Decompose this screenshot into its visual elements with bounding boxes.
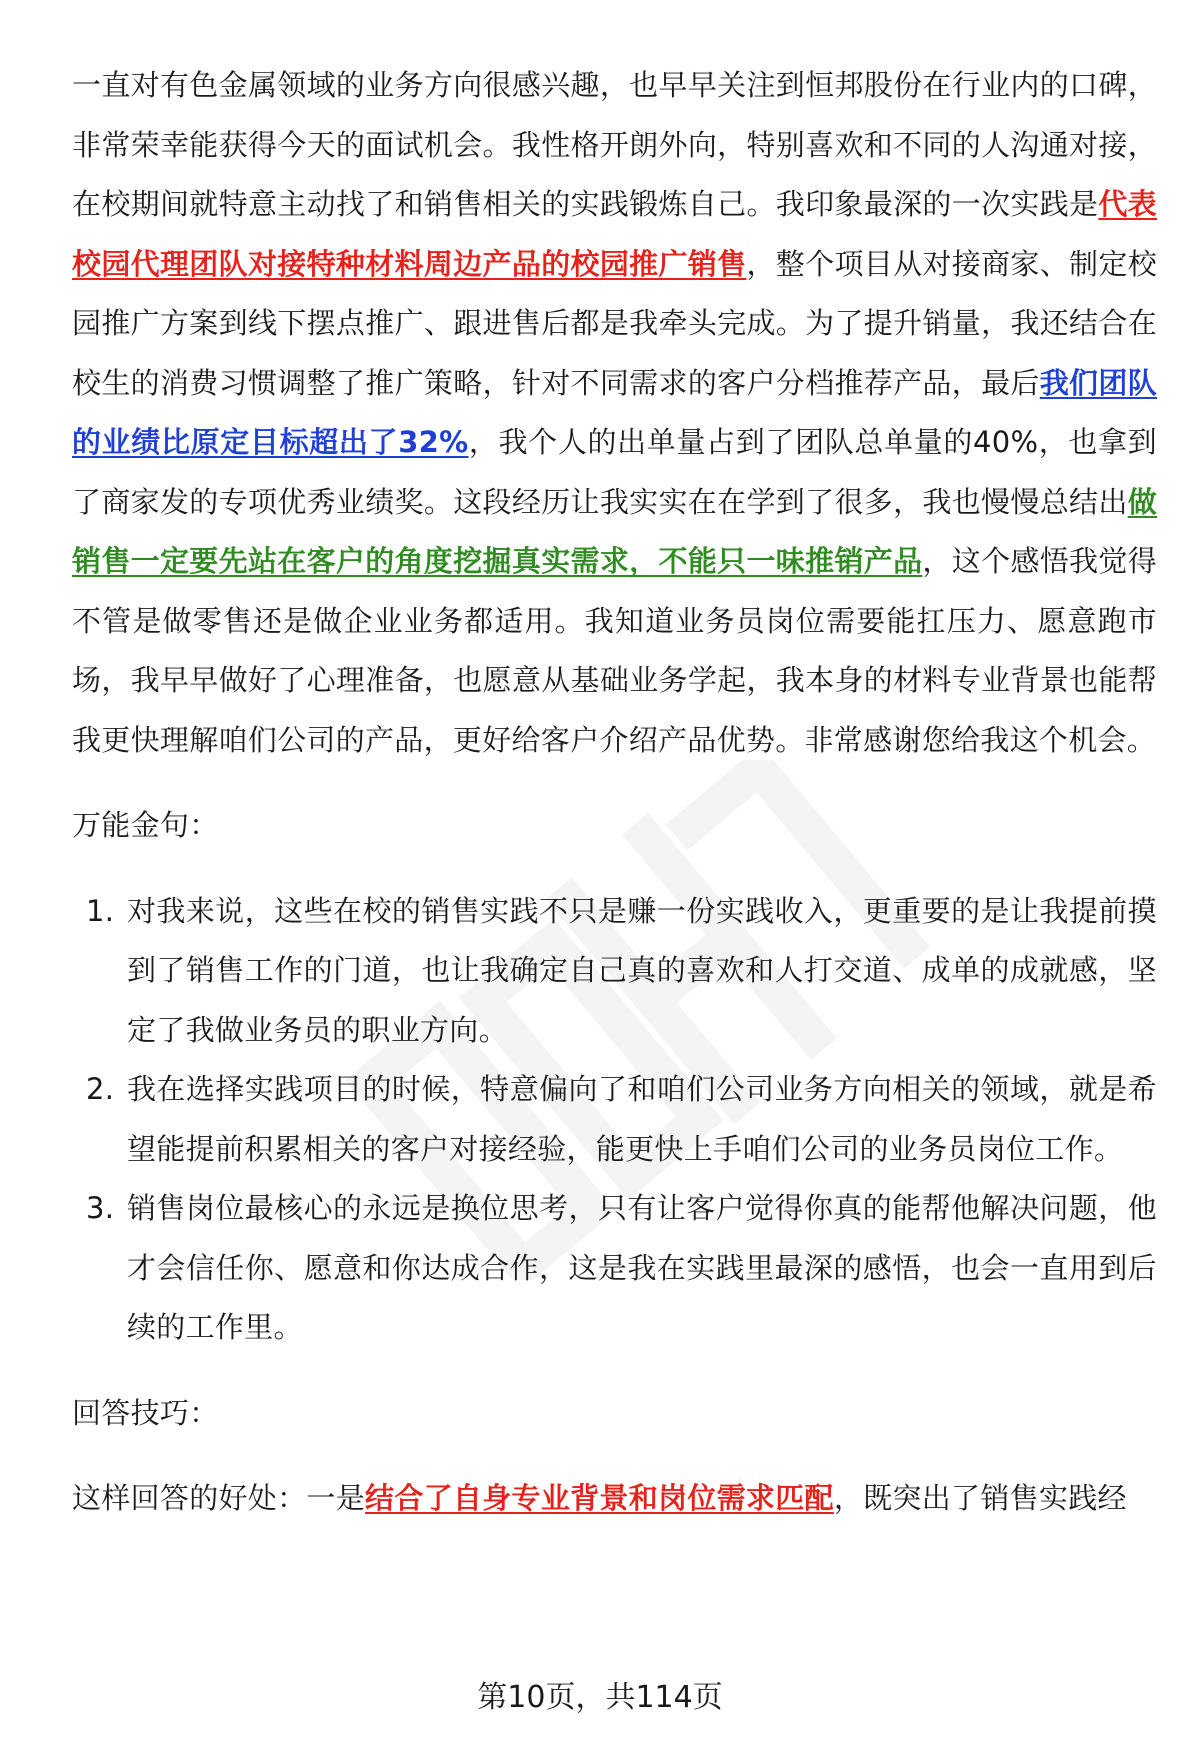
- intro-paragraph: [72, 56, 1157, 770]
- list-item-number: 3.: [86, 1191, 115, 1225]
- paragraph-text-3: ，我个人的出单量占到了团队总单量的40%，也拿到了商家发的专项优秀业绩奖。这段经历让我实实在在学到了很多，我也慢慢总结出: [72, 425, 1157, 519]
- highlight-green-text: 做销售一定要先站在客户的角度挖掘真实需求，不能只一味推销产品: [72, 484, 1157, 578]
- page-number-footer: 第10页，共114页: [477, 1680, 723, 1715]
- list-item-text: 我在选择实践项目的时候，特意偏向了和咱们公司业务方向相关的领域，就是希望能提前积累相关的客户对接经验，能更快上手咱们公司的业务员岗位工作。: [127, 1072, 1157, 1166]
- document-body: [72, 56, 1157, 1529]
- benefit-prefix: 这样回答的好处：一是: [72, 1481, 366, 1515]
- highlight-red-text: 代表校园代理团队对接特种材料周边产品的校园推广销售: [72, 187, 1157, 281]
- benefit-suffix: ，既突出了销售实践经: [833, 1481, 1127, 1515]
- list-item-text: 销售岗位最核心的永远是换位思考，只有让客户觉得你真的能帮他解决问题，他才会信任你、愿意和你达成合作，这是我在实践里最深的感悟，也会一直用到后续的工作里。: [127, 1191, 1157, 1344]
- list-item: [72, 1179, 1157, 1358]
- golden-sentences-heading: 万能金句：: [72, 808, 219, 842]
- paragraph-text-1: 一直对有色金属领域的业务方向很感兴趣，也早早关注到恒邦股份在行业内的口碑，非常荣幸能获得今天的面试机会。我性格开朗外向，特别喜欢和不同的人沟通对接，在校期间就特意主动找了和销售相关的实践锻炼自己。我印象最深的一次实践是: [72, 68, 1157, 221]
- list-item: [72, 1060, 1157, 1179]
- paragraph-text-4: ，这个感悟我觉得不管是做零售还是做企业业务都适用。我知道业务员岗位需要能扛压力、愿意跑市场，我早早做好了心理准备，也愿意从基础业务学起，我本身的材料专业背景也能帮我更快理解咱们公司的产品，更好给客户介绍产品优势。非常感谢您给我这个机会。: [72, 544, 1157, 757]
- benefit-highlight-text: 结合了自身专业背景和岗位需求匹配: [365, 1481, 834, 1515]
- answer-tips-heading: 回答技巧：: [72, 1395, 219, 1430]
- list-item-number: 2.: [86, 1072, 115, 1106]
- benefit-paragraph: [72, 1469, 1157, 1529]
- list-item-number: 1.: [86, 893, 115, 928]
- list-item-text: 对我来说，这些在校的销售实践不只是赚一份实践收入，更重要的是让我提前摸到了销售工作的门道，也让我确定自己真的喜欢和人打交道、成单的成就感，坚定了我做业务员的职业方向。: [127, 893, 1157, 1047]
- highlight-blue-text: 我们团队的业绩比原定目标超出了32%: [72, 365, 1157, 459]
- paragraph-text-2: ，整个项目从对接商家、制定校园推广方案到线下摆点推广、跟进售后都是我牵头完成。为了提升销量，我还结合在校生的消费习惯调整了推广策略，针对不同需求的客户分档推荐产品，最后: [72, 246, 1158, 400]
- golden-sentences-list: [72, 882, 1157, 1358]
- list-item: [72, 882, 1157, 1061]
